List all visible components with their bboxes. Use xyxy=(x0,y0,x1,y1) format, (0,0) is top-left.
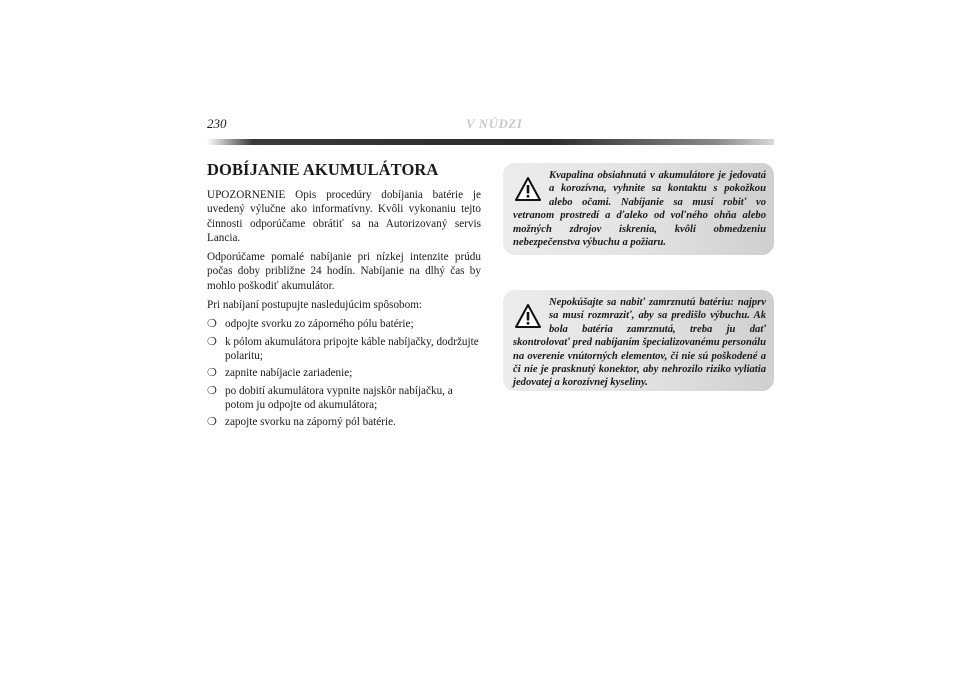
bullet-icon: ❍ xyxy=(207,318,217,331)
notice-paragraph: UPOZORNENIE Opis procedúry dobíjania batérie je uvedený výlučne ako informatívny. Kvôli vykonaniu tejto činnosti odporúčame obrátiť sa na Autorizovaný servis Lancia. xyxy=(207,189,481,244)
bullet-icon: ❍ xyxy=(207,416,217,429)
list-item-text: zapnite nabíjacie zariadenie; xyxy=(225,367,353,380)
recommendation-paragraph: Odporúčame pomalé nabíjanie pri nízkej intenzite prúdu počas doby približne 24 hodín. Nabíjanie na dlhý čas by mohlo poškodiť akumulátor. xyxy=(207,251,481,292)
warning-box-frozen-battery xyxy=(503,290,774,391)
warning-text: Kvapalina obsiahnutá v akumulátore je jedovatá a korozívna, vyhnite sa kontaktu s pokožkou alebo očami. Nabíjanie sa musí robiť vo vetranom prostredí a ďaleko od voľného ohňa alebo možných zdrojov iskrenia, kvôli obmedzeniu nebezpečenstva výbuchu a požiaru. xyxy=(513,170,766,249)
page-number: 230 xyxy=(207,116,227,131)
list-item xyxy=(207,317,481,331)
page-heading: DOBÍJANIE AKUMULÁTORA xyxy=(207,160,439,179)
left-column xyxy=(207,160,481,432)
list-item-text: k pólom akumulátora pripojte káble nabíjačky, dodržujte polaritu; xyxy=(225,335,479,362)
list-item xyxy=(207,384,481,413)
header-rule xyxy=(207,139,774,145)
bullet-icon: ❍ xyxy=(207,335,217,348)
warning-triangle-icon xyxy=(515,177,541,201)
list-item xyxy=(207,335,481,364)
list-item-text: po dobití akumulátora vypnite najskôr nabíjačku, a potom ju odpojte od akumulátora; xyxy=(225,384,453,411)
list-item xyxy=(207,415,481,429)
bullet-icon: ❍ xyxy=(207,367,217,380)
procedure-intro: Pri nabíjaní postupujte nasledujúcim spôsobom: xyxy=(207,299,423,312)
procedure-list xyxy=(207,317,481,429)
section-title: V NÚDZI xyxy=(466,116,523,131)
list-item xyxy=(207,366,481,380)
bullet-icon: ❍ xyxy=(207,384,217,397)
warning-text: Nepokúšajte sa nabiť zamrznutú batériu: najprv sa musí rozmraziť, aby sa predišlo výbuchu. Ak bola batéria zamrznutá, treba ju dať skontrolovať pred nabíjaním špecializovanému personálu na overenie vnútorných elementov, či nie sú poškodené a či nie je prasknutý konektor, aby nehrozilo riziko vyliatia jedovatej a korozívnej kyseliny. xyxy=(513,297,766,389)
warning-triangle-icon xyxy=(515,304,541,328)
list-item-text: zapojte svorku na záporný pól batérie. xyxy=(225,416,396,429)
list-item-text: odpojte svorku zo záporného pólu batérie; xyxy=(225,318,414,331)
warning-box-acid xyxy=(503,163,774,255)
